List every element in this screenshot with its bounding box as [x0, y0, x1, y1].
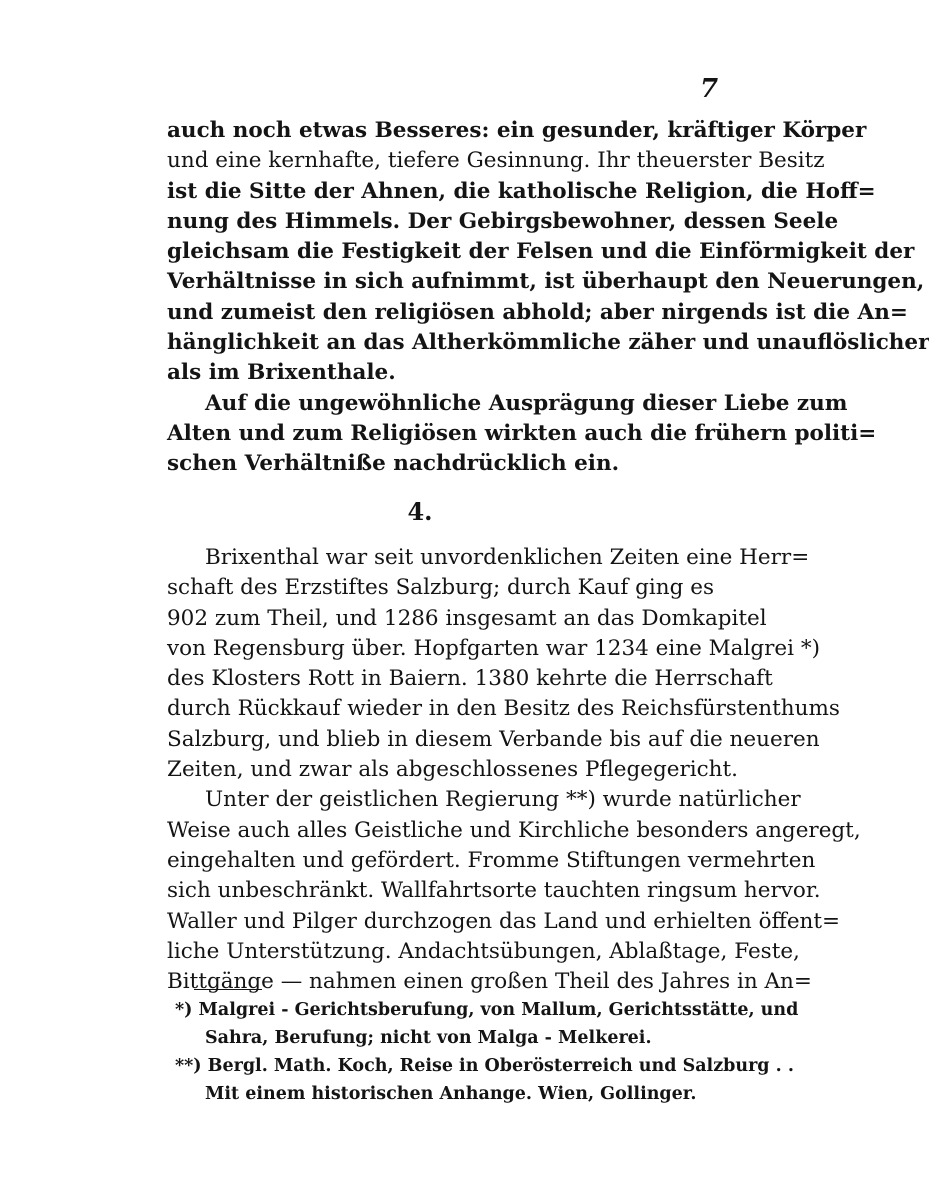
footnote-line: Mit einem historischen Anhange. Wien, Gollinger. [205, 1084, 697, 1104]
text-line: Zeiten, und zwar als abgeschlossenes Pflegegericht. [167, 757, 738, 783]
text-line: eingehalten und gefördert. Fromme Stiftungen vermehrten [167, 847, 816, 873]
text-line: hänglichkeit an das Altherkömmliche zäher und unauflöslicher [167, 330, 929, 356]
text-line: Auf die ungewöhnliche Ausprägung dieser Liebe zum [205, 390, 848, 416]
text-line: des Klosters Rott in Baiern. 1380 kehrte die Herrschaft [167, 666, 773, 692]
text-line: liche Unterstützung. Andachtsübungen, Ablaßtage, Feste, [167, 938, 800, 964]
text-line: durch Rückkauf wieder in den Besitz des Reichsfürstenthums [167, 696, 840, 722]
section-number: 4. [407, 497, 433, 526]
text-line: als im Brixenthale. [167, 360, 396, 386]
page-number: 7 [700, 74, 719, 104]
footnotes [175, 996, 799, 1108]
footnote-line: **) Bergl. Math. Koch, Reise in Oberösterreich und Salzburg . . [175, 1056, 794, 1076]
text-line: Verhältnisse in sich aufnimmt, ist überhaupt den Neuerungen, [167, 269, 925, 295]
text-line: und eine kernhafte, tiefere Gesinnung. Ihr theuerster Besitz [167, 148, 825, 174]
text-line: nung des Himmels. Der Gebirgsbewohner, dessen Seele [167, 208, 839, 234]
text-line: Unter der geistlichen Regierung **) wurde natürlicher [205, 787, 801, 813]
text-line: Bittgänge — nahmen einen großen Theil des Jahres in An= [167, 969, 812, 995]
text-line: Salzburg, und blieb in diesem Verbande bis auf die neueren [167, 726, 820, 752]
text-line: und zumeist den religiösen abhold; aber nirgends ist die An= [167, 299, 908, 325]
text-line: schaft des Erzstiftes Salzburg; durch Kauf ging es [167, 575, 715, 601]
text-line: sich unbeschränkt. Wallfahrtsorte tauchten ringsum hervor. [167, 878, 821, 904]
text-line: schen Verhältniße nachdrücklich ein. [167, 451, 620, 477]
footnote-divider [194, 989, 262, 990]
text-line: von Regensburg über. Hopfgarten war 1234 eine Malgrei *) [167, 635, 820, 661]
section-1-text [167, 116, 929, 480]
text-line: Brixenthal war seit unvordenklichen Zeiten eine Herr= [205, 545, 810, 570]
footnote-line: Sahra, Berufung; nicht von Malga - Melkerei. [205, 1028, 652, 1048]
text-line: gleichsam die Festigkeit der Felsen und die Einförmigkeit der [167, 239, 915, 265]
text-line: Weise auch alles Geistliche und Kirchliche besonders angeregt, [167, 817, 861, 843]
text-line: Waller und Pilger durchzogen das Land und erhielten öffent= [167, 908, 841, 934]
text-line: 902 zum Theil, und 1286 insgesamt an das Domkapitel [167, 605, 767, 631]
footnote-line: *) Malgrei - Gerichtsberufung, von Mallum, Gerichtsstätte, und [175, 1000, 799, 1020]
section-2-text [167, 543, 861, 997]
text-line: ist die Sitte der Ahnen, die katholische Religion, die Hoff= [167, 178, 876, 204]
text-line: Alten und zum Religiösen wirkten auch die frühern politi= [167, 420, 877, 446]
text-line: auch noch etwas Besseres: ein gesunder, kräftiger Körper [167, 118, 867, 143]
